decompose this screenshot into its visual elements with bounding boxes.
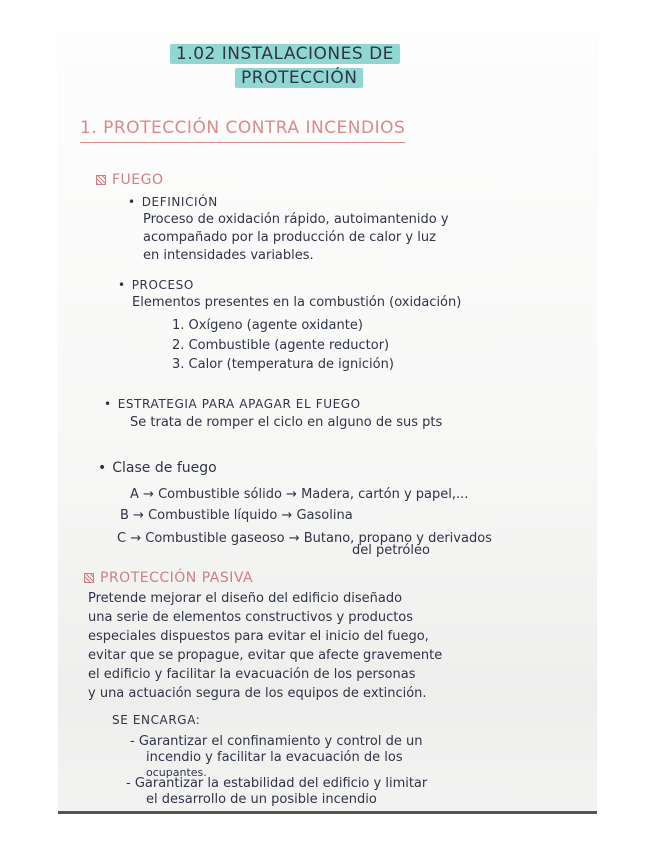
pasiva-line-5: el edificio y facilitar la evacuación de los personas [88, 667, 416, 682]
proceso-intro: Elementos presentes en la combustión (oxidación) [132, 295, 462, 310]
proceso-item-3: 3. Calor (temperatura de ignición) [172, 357, 394, 372]
clase-row: A → Combustible sólido → Madera, cartón y papel,... [130, 487, 469, 502]
checkbox-icon [84, 573, 94, 583]
proceso-label: • PROCESO [118, 278, 194, 292]
estrategia-label: • ESTRATEGIA PARA APAGAR EL FUEGO [104, 397, 361, 411]
clase-row: C → Combustible gaseoso → Butano, propano y derivados [117, 531, 492, 546]
title-highlight: 1.02 INSTALACIONES DE [170, 44, 400, 64]
clase-label: • Clase de fuego [98, 460, 217, 476]
encarga-item-1-line-3: ocupantes. [146, 766, 207, 779]
definicion-line-3: en intensidades variables. [143, 248, 314, 263]
page-bottom-edge [58, 811, 597, 814]
encarga-item-2-line-1: - Garantizar la estabilidad del edificio y limitar [126, 776, 428, 791]
page-title-line-1 [170, 44, 400, 64]
section-title: 1. PROTECCIÓN CONTRA INCENDIOS [80, 118, 405, 138]
encarga-item-1-line-1: - Garantizar el confinamiento y control de un [130, 734, 423, 749]
pasiva-line-1: Pretende mejorar el diseño del edificio diseñado [88, 591, 403, 606]
proceso-item-2: 2. Combustible (agente reductor) [172, 338, 390, 353]
estrategia-text: Se trata de romper el ciclo en alguno de sus pts [130, 415, 443, 430]
title-highlight-2: PROTECCIÓN [235, 68, 363, 88]
clase-c-extra: del petróleo [352, 543, 430, 558]
clase-row: B → Combustible líquido → Gasolina [120, 508, 353, 523]
encarga-item-2-line-2: el desarrollo de un posible incendio [146, 792, 377, 807]
encarga-label: SE ENCARGA: [112, 713, 201, 727]
fuego-heading: FUEGO [96, 172, 164, 188]
encarga-item-1-line-2: incendio y facilitar la evacuación de los [146, 750, 403, 765]
page-title-line-2 [235, 68, 363, 88]
pasiva-heading: PROTECCIÓN PASIVA [84, 570, 253, 586]
proceso-item-1: 1. Oxígeno (agente oxidante) [172, 318, 363, 333]
pasiva-line-2: una serie de elementos constructivos y productos [88, 610, 414, 625]
checkbox-icon [96, 175, 106, 185]
pasiva-line-4: evitar que se propague, evitar que afecte gravemente [88, 648, 443, 663]
definicion-line-2: acompañado por la producción de calor y luz [143, 230, 436, 245]
definicion-label: • DEFINICIÓN [128, 195, 218, 209]
definicion-line-1: Proceso de oxidación rápido, autoimantenido y [143, 212, 449, 227]
pasiva-line-6: y una actuación segura de los equipos de extinción. [88, 686, 427, 701]
pasiva-line-3: especiales dispuestos para evitar el inicio del fuego, [88, 629, 429, 644]
